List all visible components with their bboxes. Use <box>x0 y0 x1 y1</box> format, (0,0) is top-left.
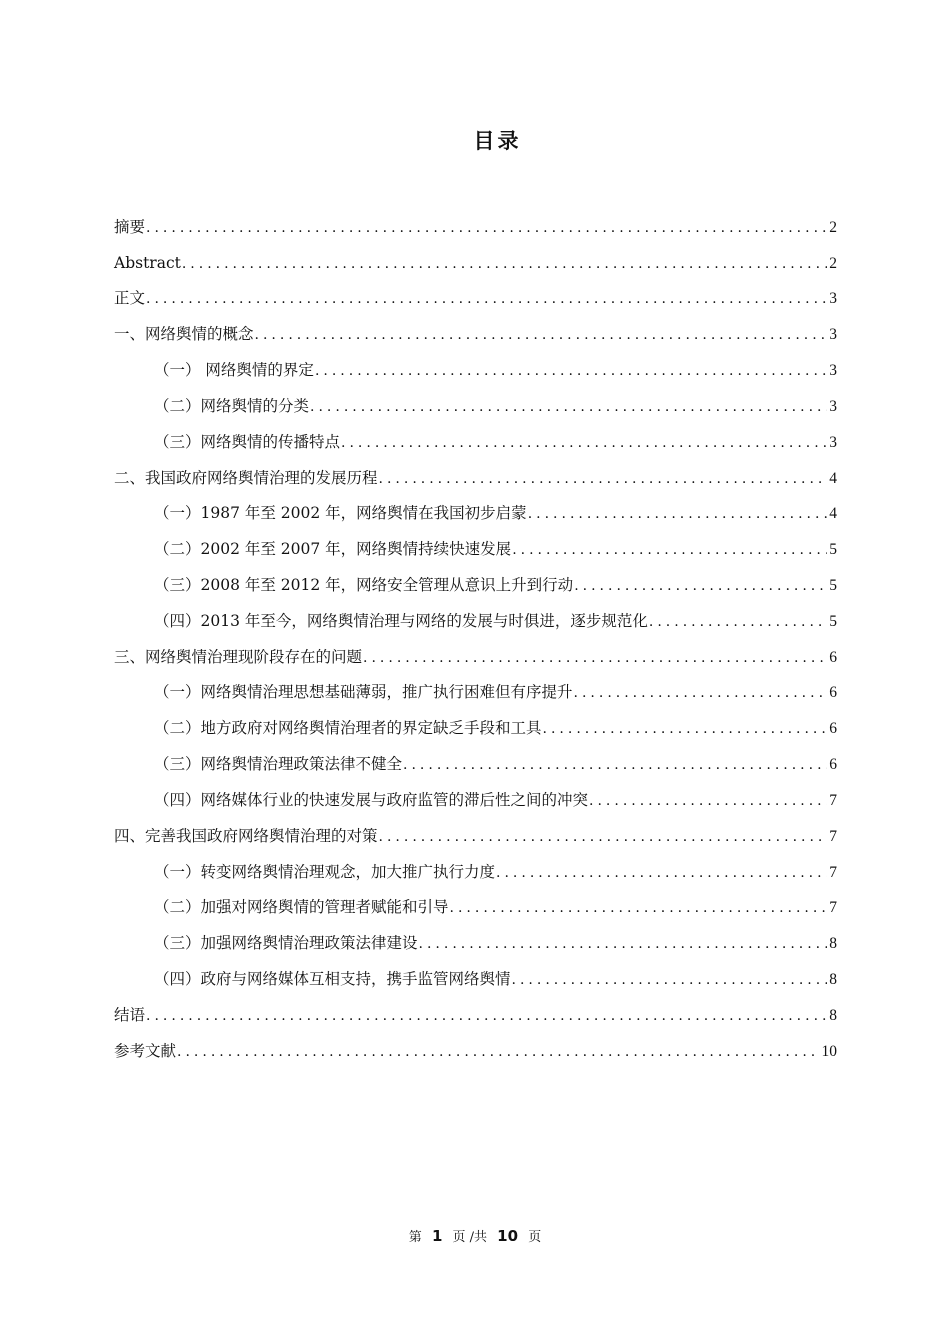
toc-entry-label: （三）网络舆情的传播特点 <box>154 433 341 451</box>
toc-entry-page: 7 <box>829 899 837 916</box>
toc-entry[interactable] <box>114 286 837 310</box>
toc-entry[interactable] <box>154 895 837 919</box>
toc-leader-dots <box>379 467 828 491</box>
toc-entry-page: 7 <box>829 828 837 845</box>
toc-leader-dots <box>649 610 827 634</box>
toc-entry[interactable] <box>114 466 837 490</box>
toc-leader-dots <box>341 431 827 455</box>
toc-entry[interactable] <box>154 931 837 955</box>
toc-leader-dots <box>146 1004 827 1028</box>
toc-entry-page: 6 <box>829 756 837 773</box>
toc-entry-page: 7 <box>829 792 837 809</box>
toc-entry[interactable] <box>154 609 837 633</box>
toc-entry[interactable] <box>154 358 837 382</box>
toc-entry[interactable] <box>114 251 837 275</box>
toc-entry[interactable] <box>154 573 837 597</box>
toc-leader-dots <box>496 861 827 885</box>
toc-entry-page: 4 <box>829 505 837 522</box>
toc-entry[interactable] <box>114 1003 837 1027</box>
toc-entry-label: （三）加强网络舆情治理政策法律建设 <box>154 934 418 952</box>
toc-leader-dots <box>146 287 827 311</box>
toc-entry-label: 一、网络舆情的概念 <box>114 325 254 343</box>
toc-entry[interactable] <box>114 645 837 669</box>
toc-entry[interactable] <box>154 501 837 525</box>
toc-leader-dots <box>543 717 828 741</box>
footer-prefix: 第 <box>408 1230 422 1245</box>
toc-entry-label: （四）网络媒体行业的快速发展与政府监管的滞后性之间的冲突 <box>154 791 589 809</box>
toc-entry-label: （四）政府与网络媒体互相支持，携手监管网络舆情 <box>154 970 511 988</box>
toc-entry-label: （二）2002 年至 2007 年，网络舆情持续快速发展 <box>154 540 512 558</box>
toc-leader-dots <box>255 323 828 347</box>
toc-entry-page: 5 <box>829 613 837 630</box>
toc-leader-dots <box>450 896 828 920</box>
footer-current-page: 1 <box>431 1227 443 1245</box>
toc-leader-dots <box>182 252 827 276</box>
toc-entry-label: 正文 <box>114 289 146 307</box>
toc-entry-page: 7 <box>829 864 837 881</box>
toc-entry-label: 四、完善我国政府网络舆情治理的对策 <box>114 827 378 845</box>
toc-entry-label: （一）转变网络舆情治理观念，加大推广执行力度 <box>154 863 496 881</box>
toc-leader-dots <box>403 753 827 777</box>
toc-entry[interactable] <box>154 752 837 776</box>
toc-entry-page: 8 <box>829 935 837 952</box>
toc-entry-page: 6 <box>829 720 837 737</box>
toc-entry[interactable] <box>154 716 837 740</box>
toc-entry-label: 三、网络舆情治理现阶段存在的问题 <box>114 648 363 666</box>
page-footer <box>0 1226 950 1245</box>
toc-entry-page: 3 <box>829 398 837 415</box>
toc-entry[interactable] <box>154 680 837 704</box>
toc-leader-dots <box>574 681 828 705</box>
toc-entry[interactable] <box>154 394 837 418</box>
toc-entry-page: 3 <box>829 326 837 343</box>
toc-entry-label: （四）2013 年至今，网络舆情治理与网络的发展与时俱进，逐步规范化 <box>154 612 648 630</box>
toc-entry-page: 3 <box>829 290 837 307</box>
toc-leader-dots <box>528 502 828 526</box>
toc-entry-page: 8 <box>829 971 837 988</box>
toc-leader-dots <box>589 789 827 813</box>
toc-entry[interactable] <box>154 537 837 561</box>
toc-leader-dots <box>146 216 827 240</box>
toc-entry-page: 5 <box>829 541 837 558</box>
toc-entry-label: （二）地方政府对网络舆情治理者的界定缺乏手段和工具 <box>154 719 542 737</box>
toc-leader-dots <box>379 825 828 849</box>
toc-entry-page: 5 <box>829 577 837 594</box>
toc-entry-label: （一） 网络舆情的界定 <box>154 361 314 379</box>
toc-entry[interactable] <box>114 215 837 239</box>
footer-middle: 页 /共 <box>452 1230 488 1245</box>
toc-entry-label: （一）1987 年至 2002 年，网络舆情在我国初步启蒙 <box>154 504 527 522</box>
toc-entry-page: 3 <box>829 434 837 451</box>
toc-entry-page: 2 <box>829 219 837 236</box>
toc-title: 目录 <box>473 129 522 153</box>
toc-entry-label: Abstract <box>114 254 181 272</box>
toc-entry[interactable] <box>154 788 837 812</box>
toc-entry-page: 8 <box>829 1007 837 1024</box>
toc-entry-page: 10 <box>821 1043 837 1060</box>
toc-entry[interactable] <box>154 860 837 884</box>
toc-entry[interactable] <box>114 1039 837 1063</box>
toc-entry-label: （三）2008 年至 2012 年，网络安全管理从意识上升到行动 <box>154 576 574 594</box>
toc-entry-label: 二、我国政府网络舆情治理的发展历程 <box>114 469 378 487</box>
toc-entry-page: 4 <box>829 470 837 487</box>
toc-leader-dots <box>315 359 827 383</box>
toc-entry-label: （三）网络舆情治理政策法律不健全 <box>154 755 403 773</box>
toc-entry-label: （二）加强对网络舆情的管理者赋能和引导 <box>154 898 449 916</box>
toc-entry-label: （二）网络舆情的分类 <box>154 397 310 415</box>
toc-entry[interactable] <box>114 824 837 848</box>
toc-leader-dots <box>512 968 828 992</box>
toc-entry-page: 2 <box>829 255 837 272</box>
toc-entry[interactable] <box>154 430 837 454</box>
toc-entry-label: 参考文献 <box>114 1042 177 1060</box>
footer-total-pages: 10 <box>497 1227 519 1245</box>
toc-leader-dots <box>574 574 827 598</box>
toc-entry[interactable] <box>154 967 837 991</box>
toc-entry-page: 6 <box>829 649 837 666</box>
toc-entry[interactable] <box>114 322 837 346</box>
toc-leader-dots <box>310 395 827 419</box>
toc-entry-page: 6 <box>829 684 837 701</box>
toc-entry-label: 结语 <box>114 1006 146 1024</box>
toc-entry-label: 摘要 <box>114 218 146 236</box>
toc-leader-dots <box>363 646 827 670</box>
toc-leader-dots <box>177 1040 819 1064</box>
toc-leader-dots <box>419 932 828 956</box>
toc-entry-page: 3 <box>829 362 837 379</box>
toc-leader-dots <box>512 538 827 562</box>
footer-suffix: 页 <box>528 1230 542 1245</box>
toc-entry-label: （一）网络舆情治理思想基础薄弱，推广执行困难但有序提升 <box>154 683 573 701</box>
